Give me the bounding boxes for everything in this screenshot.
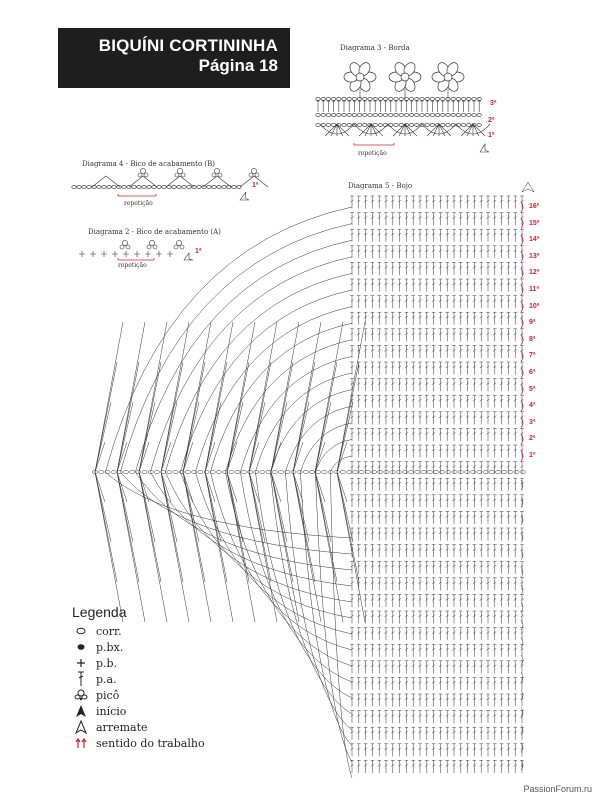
- finish-arrow-icon: [72, 720, 90, 734]
- start-arrow-icon: [72, 704, 90, 718]
- d5-row-label: 7ª: [529, 352, 536, 360]
- legend: [72, 604, 205, 751]
- single-crochet-plus-icon: [72, 658, 90, 668]
- legend-label: corr.: [96, 624, 122, 638]
- chain-oval-icon: [72, 627, 90, 635]
- d5-row-label: 9ª: [529, 319, 536, 327]
- d5-row-label: 1ª: [529, 452, 536, 459]
- picot-icon: [72, 689, 90, 701]
- legend-item: [72, 623, 205, 639]
- legend-item: [72, 719, 205, 735]
- legend-item: [72, 735, 205, 751]
- d5-row-label: 14ª: [529, 236, 540, 244]
- diagram4-caption: Diagrama 4 - Bico de acabamento (B): [82, 160, 215, 168]
- legend-label: p.bx.: [96, 640, 124, 654]
- double-crochet-icon: [72, 671, 90, 687]
- d5-row-label: 13ª: [529, 252, 540, 260]
- diagram4-repeat-label: repetição: [124, 200, 153, 207]
- watermark: PassionForum.ru: [523, 784, 592, 794]
- d5-row-label: 2ª: [529, 435, 536, 443]
- d5-row-label: 10ª: [529, 302, 540, 310]
- page-number: Página 18: [198, 56, 278, 75]
- d3-row-label: 2ª: [488, 117, 495, 124]
- d4-row-label: 1ª: [252, 182, 259, 189]
- legend-item: [72, 655, 205, 671]
- d5-row-label: 16ª: [529, 203, 540, 210]
- d5-row-label: 5ª: [529, 385, 536, 393]
- legend-item: [72, 639, 205, 655]
- d5-row-label: 3ª: [529, 418, 536, 426]
- d5-row-label: 4ª: [529, 402, 536, 410]
- legend-label: picô: [96, 688, 120, 702]
- d5-row-label: 6ª: [529, 369, 536, 376]
- d5-row-label: 12ª: [529, 269, 540, 277]
- work-direction-arrows-icon: [72, 737, 90, 749]
- diagram5-caption: Diagrama 5 - Bojo: [348, 182, 413, 190]
- diagram2-caption: Diagrama 2 - Bico de acabamento (A): [88, 228, 221, 236]
- legend-label: p.a.: [96, 672, 117, 686]
- legend-label: p.b.: [96, 656, 118, 670]
- d2-row-label: 1ª: [195, 248, 202, 255]
- d3-row-label: 1ª: [488, 132, 495, 139]
- legend-item: [72, 703, 205, 719]
- legend-item: [72, 687, 205, 703]
- d5-row-label: 15ª: [529, 219, 540, 227]
- diagram2-repeat-label: repetição: [118, 262, 147, 269]
- d3-row-label: 3ª: [490, 100, 497, 107]
- pattern-title: BIQUÍNI CORTININHA: [98, 36, 278, 55]
- d5-row-label: 11ª: [529, 286, 539, 293]
- slip-stitch-dot-icon: [72, 643, 90, 651]
- legend-item: [72, 671, 205, 687]
- d5-row-label: 8ª: [529, 335, 536, 343]
- legend-title: Legenda: [72, 604, 127, 620]
- legend-label: arremate: [96, 720, 148, 734]
- legend-label: início: [96, 704, 127, 718]
- diagram3-repeat-label: repetição: [358, 150, 387, 157]
- diagram3-caption: Diagrama 3 - Borda: [340, 44, 410, 52]
- legend-label: sentido do trabalho: [96, 736, 205, 750]
